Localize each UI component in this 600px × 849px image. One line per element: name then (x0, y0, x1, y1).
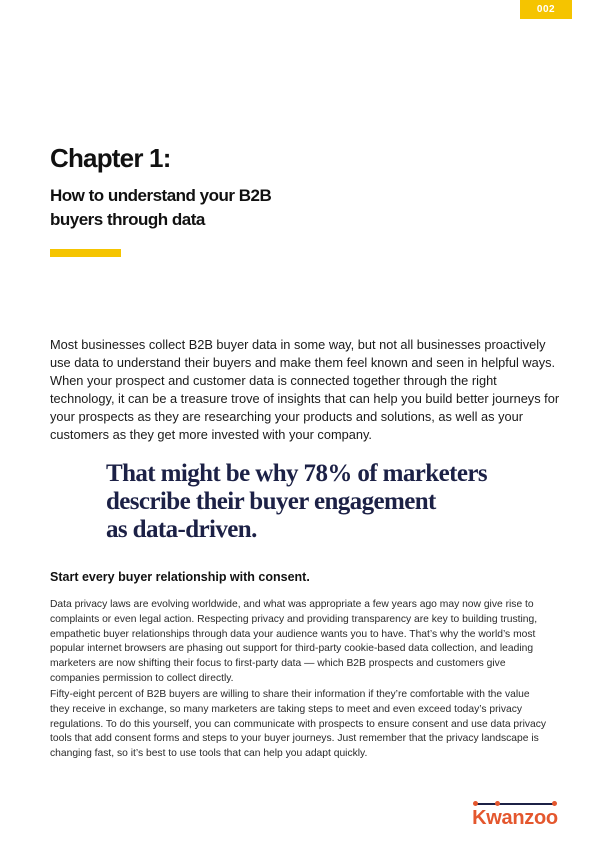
logo-line-decoration (475, 803, 555, 805)
logo-wordmark: Kwanzoo (472, 807, 558, 829)
chapter-title: Chapter 1: (50, 143, 171, 173)
page-number-badge: 002 (520, 0, 572, 19)
body-paragraph-2: Fifty-eight percent of B2B buyers are willing to share their information if they’re comfortable with the value they receive in exchange, so many marketers are taking steps to meet and even exceed today’s privacy regulations. To do this yourself, you can communicate with prospects to ensure consent and use data privacy tools that add consent forms and steps to your buyer journeys. Just remember that the privacy landscape is changing fast, so it’s best to use tools that can help you adapt quickly. (50, 689, 547, 760)
chapter-subtitle (50, 184, 330, 232)
pull-quote-line-1: That might be why 78% of marketers (106, 460, 487, 487)
body-paragraph-1: Data privacy laws are evolving worldwide, and what was appropriate a few years ago may now give rise to complaints or even legal action. Respecting privacy and providing transparency are key to building trusting, empathetic buyer relationships through data your audience wants you to have. That’s why the world’s most popular internet browsers are phasing out support for third-party cookie-based data collection, and leading marketers are now shifting their focus to first-party data — which B2B prospects and customers give companies permission to collect directly. (50, 599, 538, 684)
kwanzoo-logo (465, 801, 565, 829)
chapter-subtitle-line-2: buyers through data (50, 210, 205, 229)
logo-dot-middle (495, 801, 500, 806)
pull-quote-line-2: describe their buyer engagement (106, 488, 436, 515)
logo-dot-left (473, 801, 478, 806)
logo-dot-right (552, 801, 557, 806)
accent-bar (50, 249, 121, 257)
intro-paragraph: Most businesses collect B2B buyer data in some way, but not all businesses proactively use data to understand their buyers and make them feel known and seen in helpful ways. When your prospect and customer data is connected together through the right technology, it can be a treasure trove of insights that can help you build better journeys for your prospects as they are researching your products and solutions, as well as your customers as they get more invested with your company. (50, 337, 560, 442)
pull-quote-line-3: as data-driven. (106, 516, 257, 543)
chapter-subtitle-line-1: How to understand your B2B (50, 186, 272, 205)
pull-quote (106, 460, 526, 544)
section-heading: Start every buyer relationship with consent. (50, 570, 310, 584)
